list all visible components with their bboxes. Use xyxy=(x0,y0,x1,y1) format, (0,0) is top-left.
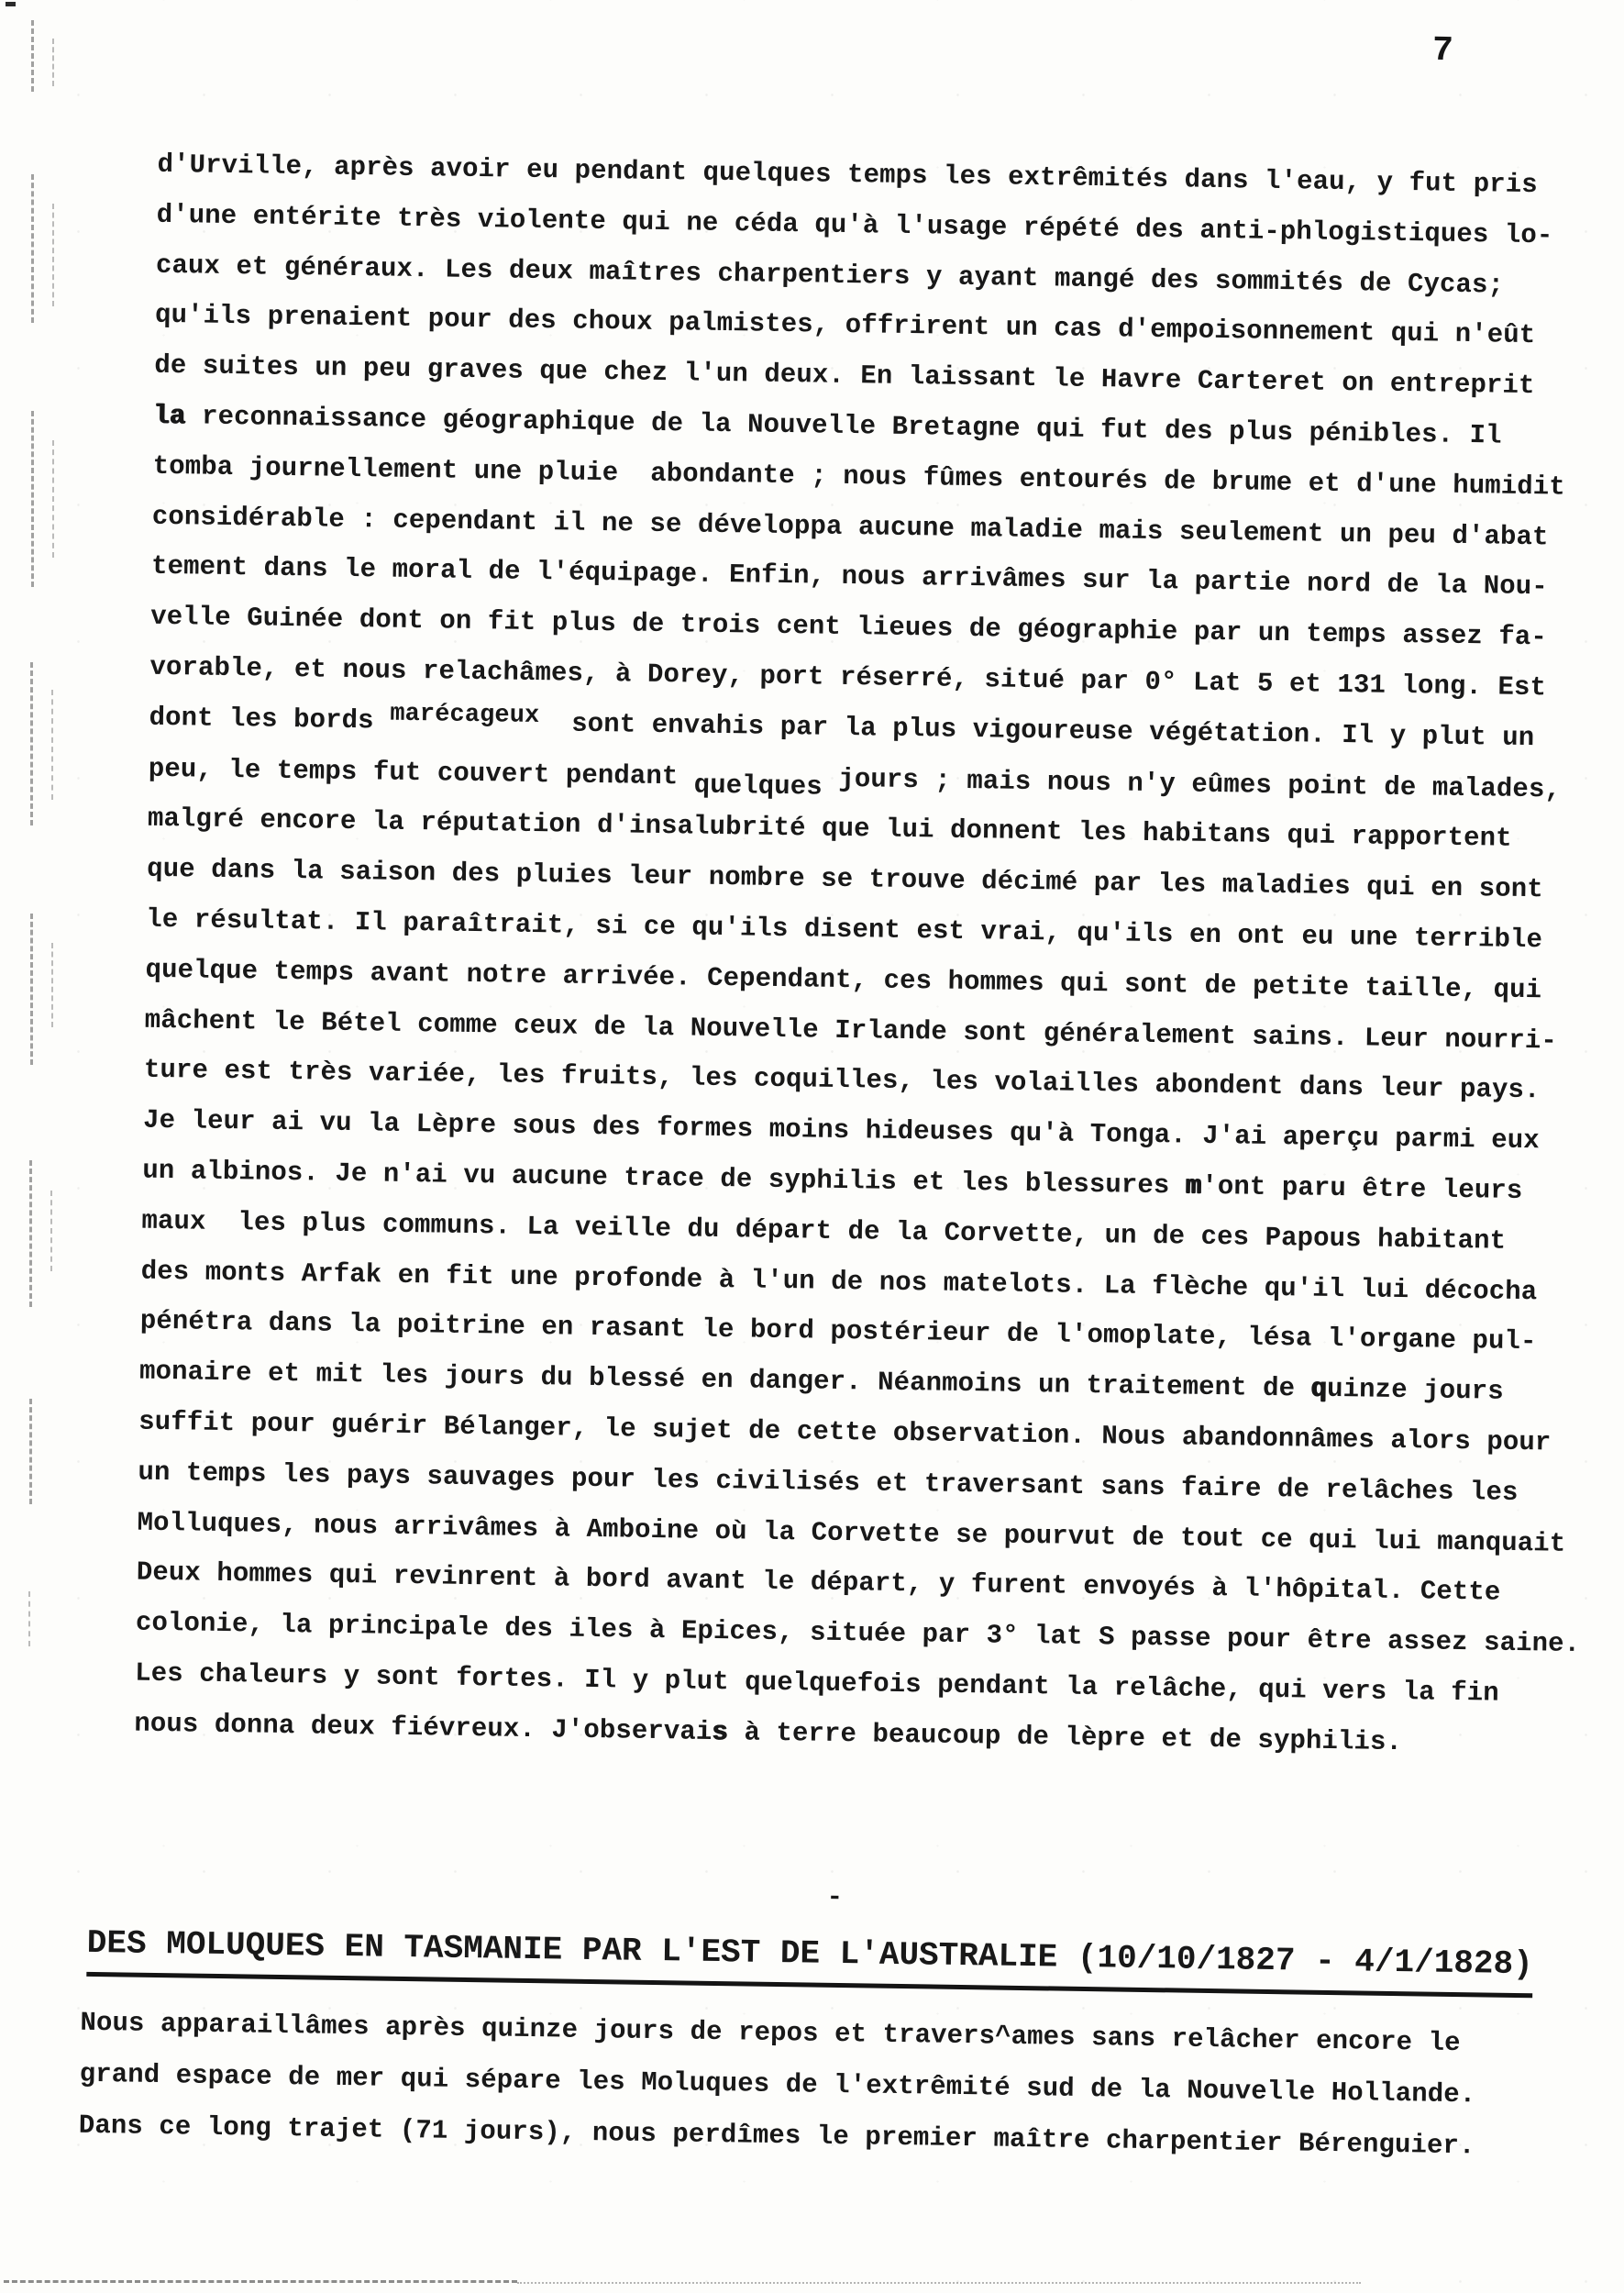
text-line: Les chaleurs y sont fortes. Il y plut quelquefois pendant la relâche, qui vers la fin xyxy=(134,1657,1500,1709)
margin-artifact xyxy=(52,440,54,558)
line-segment: peu, le temps fut couvert pendant xyxy=(148,753,695,792)
text-line: pénétra dans la poitrine en rasant le bord postérieur de l'omoplate, lésa l'organe pul- xyxy=(139,1305,1537,1357)
margin-artifact xyxy=(31,411,34,587)
text-line: mâchent le Bétel comme ceux de la Nouvelle Irlande sont généralement sains. Leur nourri- xyxy=(144,1004,1558,1057)
line-segment: jours ; mais nous n'y eûmes point de malades, xyxy=(822,763,1562,805)
scan-bottom-edge-line xyxy=(4,2280,517,2283)
line-segment: à terre beaucoup de lèpre et de syphilis. xyxy=(727,1716,1403,1757)
document-content xyxy=(78,139,1581,2162)
inserted-word: marécageux xyxy=(390,700,540,730)
margin-artifact xyxy=(31,174,34,323)
text-line: qu'ils prenaient pour des choux palmistes, offrirent un cas d'empoisonnement qui n'eût xyxy=(154,300,1536,351)
page-number: 7 xyxy=(1431,30,1454,72)
margin-artifact xyxy=(50,1191,52,1271)
section-paragraph xyxy=(78,1998,1476,2173)
line-segment: nous donna deux fiévreux. J'observai xyxy=(134,1708,713,1747)
text-line: que dans la saison des pluies leur nombre se trouve décimé par les maladies qui en sont xyxy=(146,853,1544,905)
margin-artifact xyxy=(52,39,54,86)
text-line: vorable, et nous relachâmes, à Dorey, port réserré, situé par 0° Lat 5 et 131 long. Est xyxy=(149,651,1547,703)
line-segment: uinze jours xyxy=(1326,1373,1504,1407)
text-line: tement dans le moral de l'équipage. Enfin, nous arrivâmes sur la partie nord de la Nou- xyxy=(150,551,1548,603)
text-line: tomba journellement une pluie abondante ; nous fûmes entourés de brume et d'une humidit xyxy=(152,450,1566,503)
text-line: quelque temps avant notre arrivée. Cependant, ces hommes qui sont de petite taille, qui xyxy=(145,954,1542,1006)
scan-artifact-corner xyxy=(6,2,16,6)
overstrike-letter: q xyxy=(1310,1373,1328,1404)
section-heading: DES MOLUQUES EN TASMANIE PAR L'EST DE L'AUSTRALIE (10/10/1827 - 4/1/1828) xyxy=(86,1923,1533,1998)
text-line: Je leur ai vu la Lèpre sous des formes moins hideuses qu'à Tonga. J'ai aperçu parmi eux xyxy=(142,1104,1540,1157)
text-line: maux les plus communs. La veille du départ de la Corvette, un de ces Papous habitant xyxy=(141,1205,1507,1257)
text-line: d'une entérite très violente qui ne céda qu'à l'usage répété des anti-phlogistiques lo- xyxy=(156,199,1553,251)
text-line: grand espace de mer qui sépare les Moluques de l'extrêmité sud de la Nouvelle Hollande. xyxy=(79,2058,1476,2110)
text-line: caux et généraux. Les deux maîtres charpentiers y ayant mangé des sommités de Cycas; xyxy=(155,249,1505,301)
text-line: Molluques, nous arrivâmes à Amboine où la Corvette se pourvut de tout ce qui lui manquait xyxy=(137,1507,1566,1559)
text-line: velle Guinée dont on fit plus de trois cent lieues de géographie par un temps assez fa- xyxy=(150,601,1548,653)
line-segment: monaire et mit les jours du blessé en danger. Néanmoins un traitement de xyxy=(138,1356,1311,1404)
margin-artifact xyxy=(51,690,53,800)
margin-artifact xyxy=(52,204,54,306)
text-line: suffit pour guérir Bélanger, le sujet de cette observation. Nous abandonnâmes alors pour xyxy=(138,1406,1552,1458)
margin-artifact xyxy=(31,20,34,92)
text-line: considérable : cependant il ne se développa aucune maladie mais seulement un peu d'abat xyxy=(151,501,1549,552)
text-line: des monts Arfak en fit une profonde à l'un de nos matelots. La flèche qu'il lui décocha xyxy=(140,1256,1538,1307)
text-line: colonie, la principale des iles à Epices, située par 3° lat S passe pour être assez saine. xyxy=(135,1607,1581,1660)
line-segment: 'ont paru être leurs xyxy=(1201,1170,1523,1206)
text-line: ture est très variée, les fruits, les coquilles, les volailles abondent dans leur pays. xyxy=(143,1055,1541,1106)
margin-artifact xyxy=(28,1591,30,1646)
overstrike-letter: s xyxy=(712,1716,729,1747)
scan-bottom-edge-line xyxy=(517,2282,1361,2284)
text-line: Deux hommes qui revinrent à bord avant le départ, y furent envoyés à l'hôpital. Cette xyxy=(136,1556,1501,1609)
overstrike-word: la xyxy=(153,400,186,432)
text-line: Nous apparaillâmes après quinze jours de repos et travers^ames sans relâcher encore le xyxy=(80,2007,1461,2059)
section-separator-dash: - xyxy=(826,1881,844,1913)
margin-artifact xyxy=(30,662,33,825)
text-line: malgré encore la réputation d'insalubrité que lui donnent les habitans qui rapportent xyxy=(147,803,1512,855)
text-line: de suites un peu graves que chez l'un deux. En laissant le Havre Carteret on entreprit xyxy=(154,349,1535,402)
text-line: le résultat. Il paraîtrait, si ce qu'ils disent est vrai, qu'ils en ont eu une terrible xyxy=(146,903,1543,956)
text-line: d'Urville, après avoir eu pendant quelques temps les extrêmités dans l'eau, y fut pris xyxy=(157,149,1538,201)
dropped-word: quelques xyxy=(693,770,823,803)
line-segment: sont envahis par la plus vigoureuse végétation. Il y plut un xyxy=(538,707,1535,753)
line-segment: reconnaissance géographique de la Nouvelle Bretagne qui fut des plus pénibles. Il xyxy=(185,401,1502,451)
margin-artifact xyxy=(51,943,53,1027)
body-paragraph xyxy=(134,140,1581,1770)
margin-artifact xyxy=(30,914,33,1065)
text-line: Dans ce long trajet (71 jours), nous perdîmes le premier maître charpentier Bérenguier. xyxy=(78,2110,1475,2162)
text-line: un temps les pays sauvages pour les civilisés et traversant sans faire de relâches les xyxy=(138,1457,1519,1508)
line-segment: dont les bords xyxy=(149,702,391,737)
overstrike-letter: m xyxy=(1185,1170,1202,1202)
margin-artifact xyxy=(29,1160,32,1307)
line-segment: un albinos. Je n'ai vu aucune trace de syphilis et les blessures xyxy=(142,1155,1187,1202)
margin-artifact xyxy=(29,1399,32,1504)
